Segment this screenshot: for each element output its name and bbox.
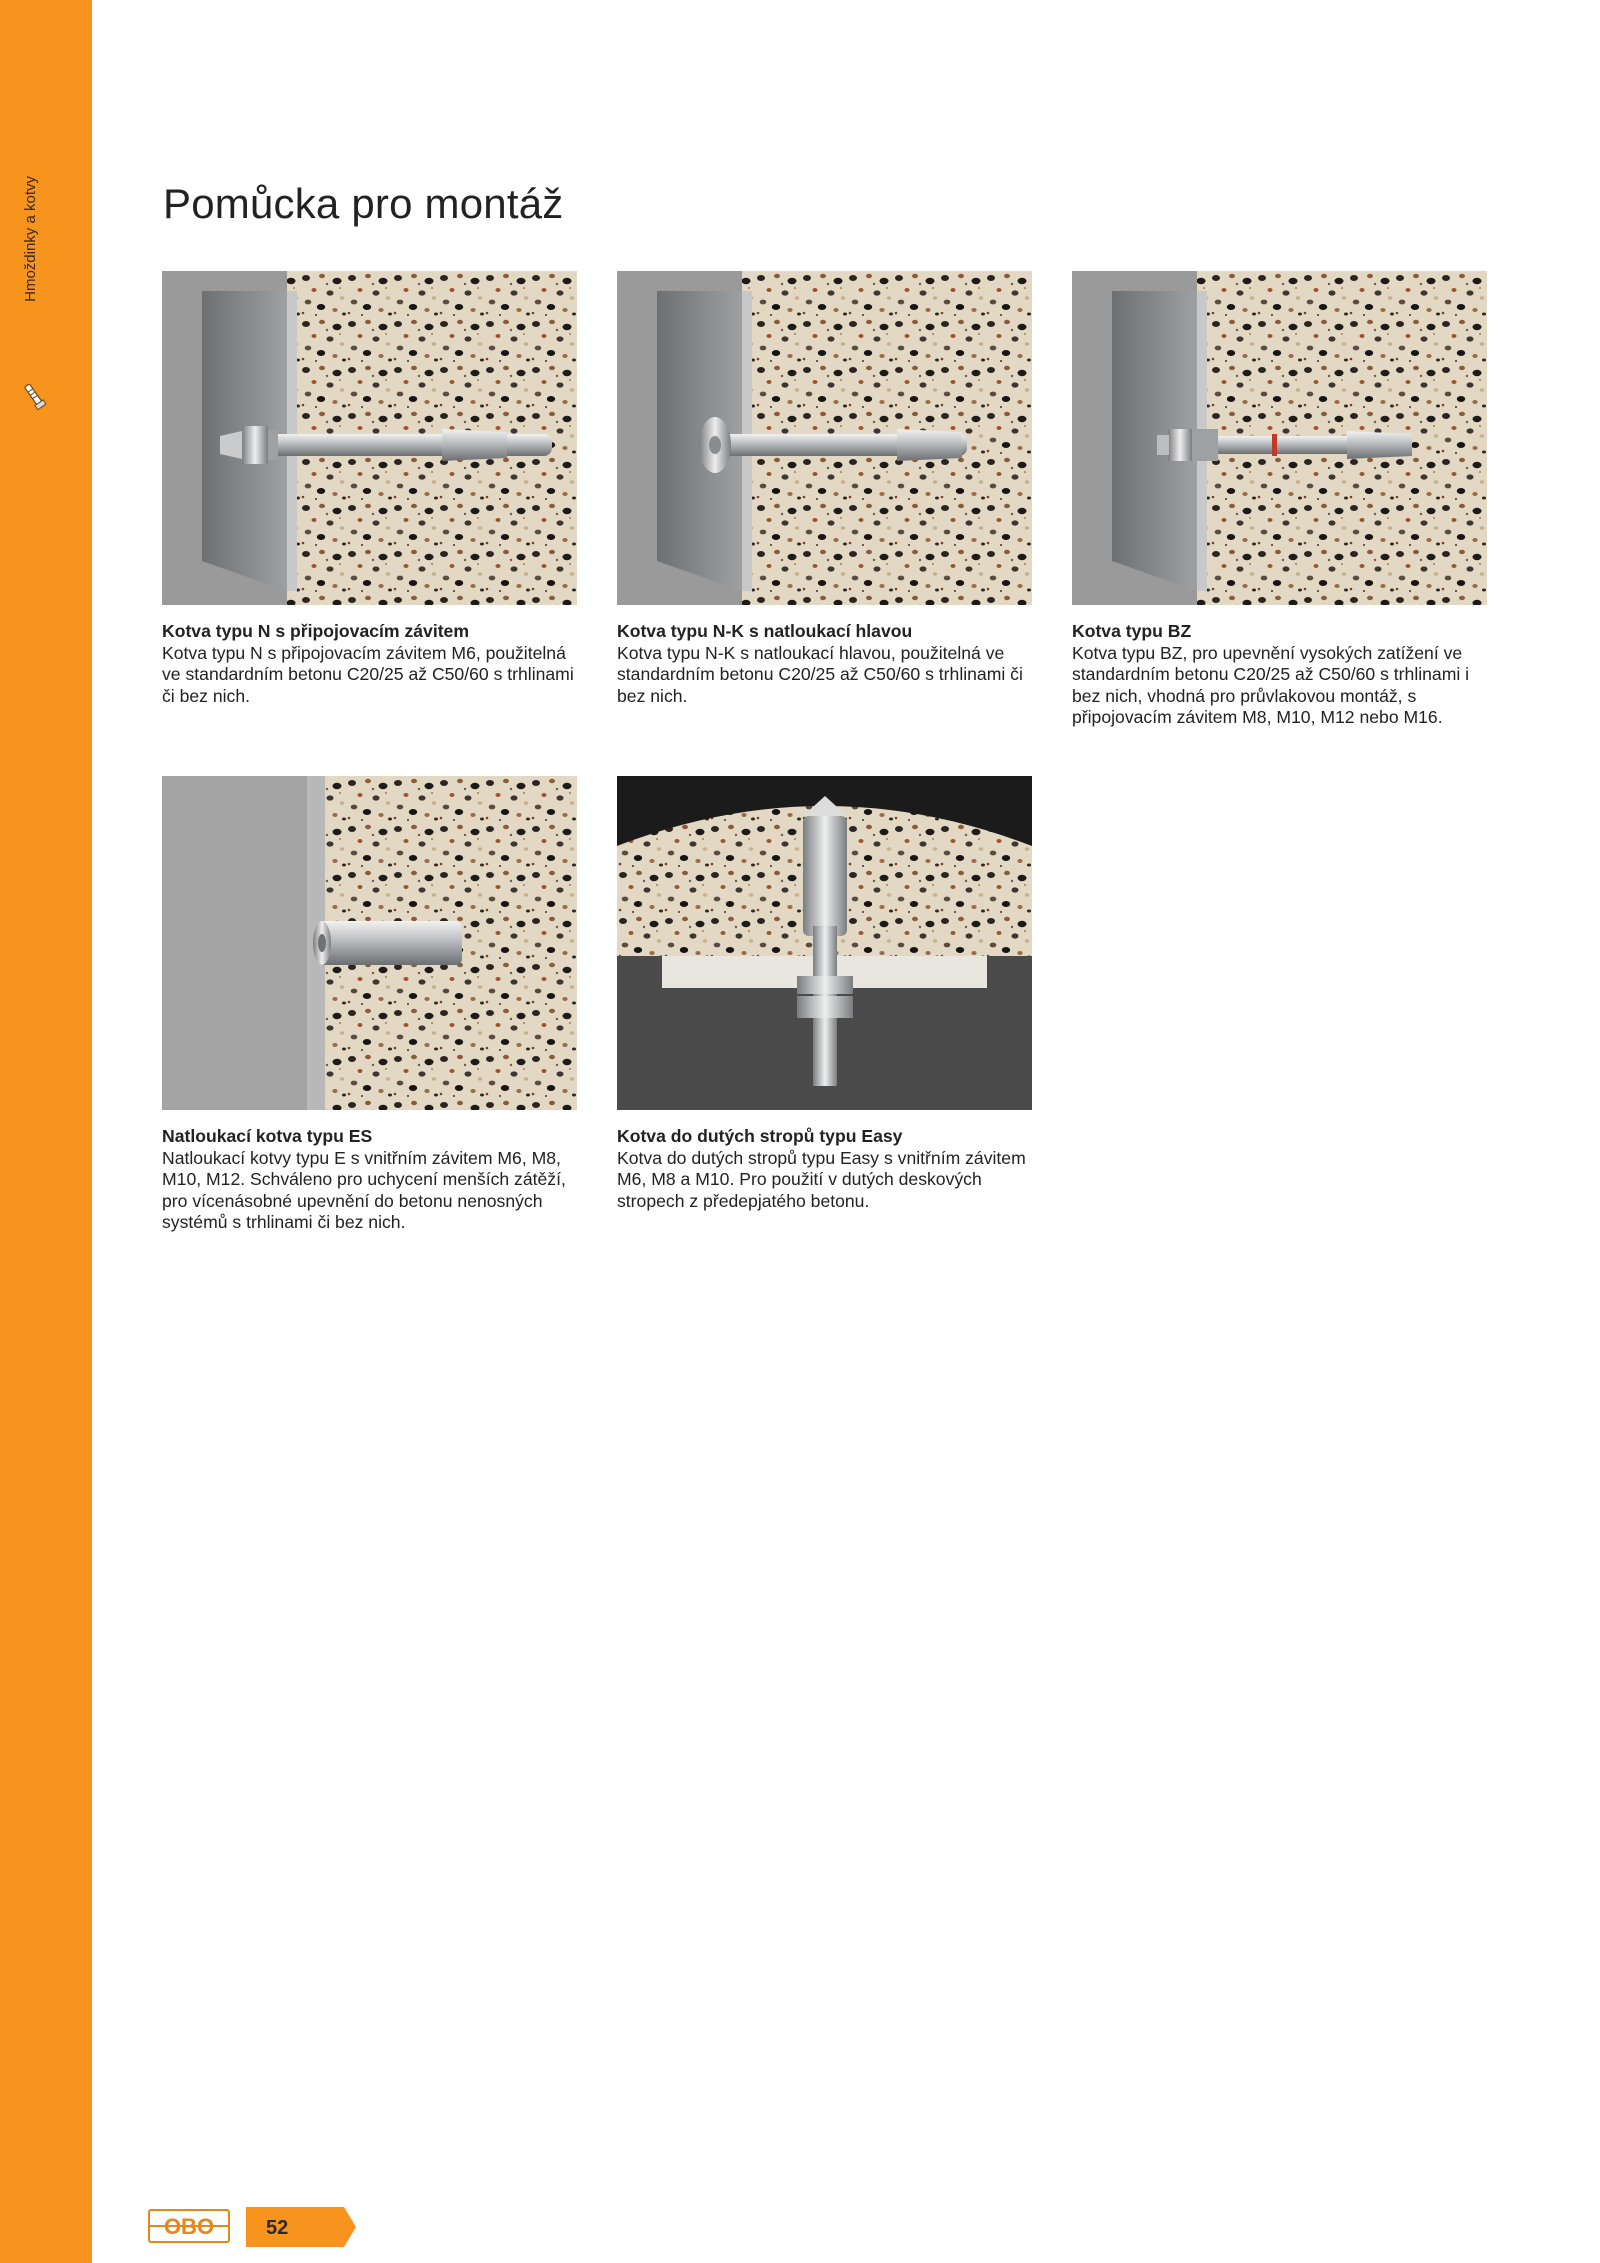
- product-title: Kotva typu BZ: [1072, 621, 1192, 641]
- product-title: Natloukací kotva typu ES: [162, 1126, 373, 1146]
- section-label: Hmoždinky a kotvy: [22, 176, 39, 302]
- product-card-es-anchor: [162, 776, 577, 1234]
- product-card-nk-anchor: [617, 271, 1032, 707]
- product-title: Kotva typu N s připojovacím závitem: [162, 621, 469, 641]
- svg-text:OBO: OBO: [163, 2214, 215, 2239]
- anchor-easy-hollow-ceiling-photo: [617, 776, 1032, 1110]
- product-card-bz-anchor: [1072, 271, 1487, 729]
- anchor-bz-photo: [1072, 271, 1487, 605]
- side-margin-bar: [0, 0, 92, 2263]
- product-description: Kotva typu N s připojovacím závitem M6, použitelná ve standardním betonu C20/25 až C50/60 s trhlinami či bez nich.: [162, 642, 574, 706]
- page-number-tab: [246, 2207, 356, 2247]
- page-title: Pomůcka pro montáž: [163, 180, 564, 227]
- product-description: Natloukací kotvy typu E s vnitřním závitem M6, M8, M10, M12. Schváleno pro uchycení menších zátěží, pro vícenásobné upevnění do betonu nenosných systémů s trhlinami či bez nich.: [162, 1147, 566, 1232]
- product-description: Kotva do dutých stropů typu Easy s vnitřním závitem M6, M8 a M10. Pro použití v dutých deskových stropech z předepjatého betonu.: [617, 1147, 1026, 1211]
- page-number: 52: [266, 2217, 289, 2239]
- product-card-n-anchor: [162, 271, 577, 707]
- product-card-easy-anchor: [617, 776, 1032, 1212]
- product-description: Kotva typu BZ, pro upevnění vysokých zatížení ve standardním betonu C20/25 až C50/60 s trhlinami i bez nich, vhodná pro průvlakovou montáž, s připojovacím závitem M8, M10, M12 nebo M16.: [1072, 642, 1470, 727]
- anchor-n-threaded-photo: [162, 271, 577, 605]
- product-title: Kotva do dutých stropů typu Easy: [617, 1126, 903, 1146]
- obo-logo: [148, 2209, 230, 2243]
- anchor-bolt-icon: [22, 380, 48, 414]
- product-description: Kotva typu N-K s natloukací hlavou, použitelná ve standardním betonu C20/25 až C50/60 s trhlinami či bez nich.: [617, 642, 1023, 706]
- anchor-nk-hammer-head-photo: [617, 271, 1032, 605]
- anchor-es-drop-in-photo: [162, 776, 577, 1110]
- product-title: Kotva typu N-K s natloukací hlavou: [617, 621, 913, 641]
